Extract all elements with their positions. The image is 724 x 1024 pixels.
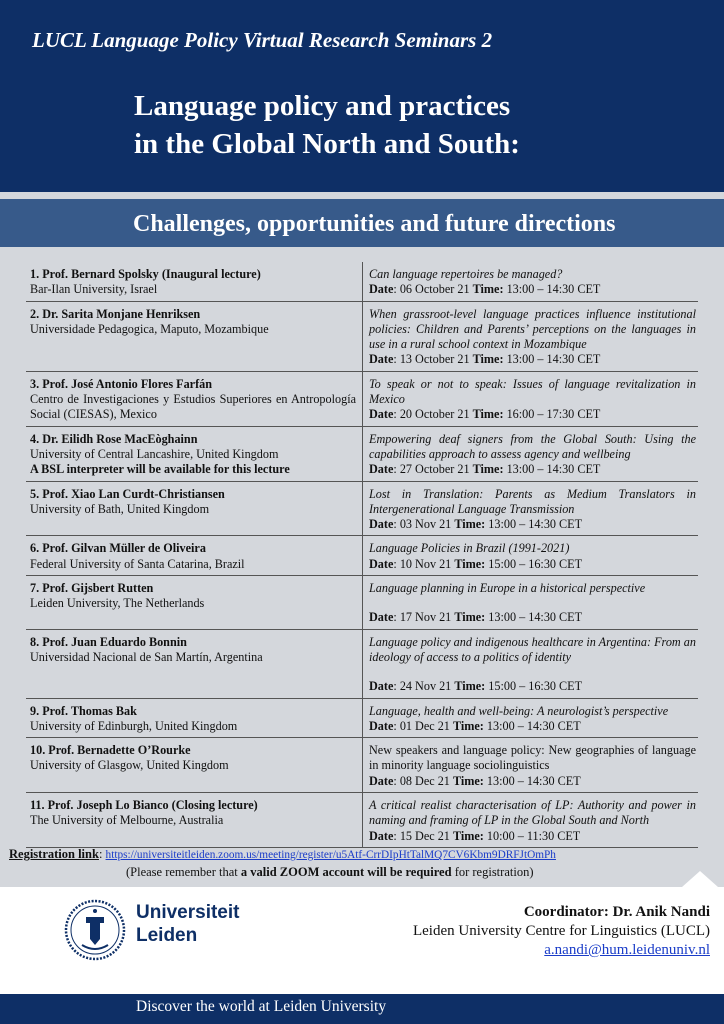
registration-link[interactable]: https://universiteitleiden.zoom.us/meeting/register/u5Atf-CrrDIpHtTalMQ7CV6Kbm9DRFJtOmPh: [105, 849, 556, 861]
seminar-row: [26, 699, 698, 739]
seminar-speaker-cell: [26, 427, 362, 481]
registration-note: [9, 864, 719, 881]
talk-date: 01 Dec 21: [399, 718, 450, 733]
note-text-bold: a valid ZOOM account will be required: [240, 865, 452, 879]
talk-time: 13:00 – 14:30 CET: [488, 517, 583, 532]
talk-date: 15 Dec 21: [399, 828, 450, 843]
speaker-affiliation: Centro de Investigaciones y Estudios Superiores en Antropología Social (CIESAS), Mexico: [30, 392, 356, 422]
subtitle-bar: [0, 199, 724, 247]
seminar-row: [26, 738, 698, 793]
time-label: Time:: [454, 517, 486, 532]
seminar-details-cell: [362, 302, 698, 371]
seminar-speaker-cell: [26, 699, 362, 738]
registration-section: Registration link: https://universiteitleiden.zoom.us/meeting/register/u5Atf-CrrDIpHtTalMQ7CV6Kbm9DRFJtOmPh (Please remember that a valid ZOOM account will be required for registration): [9, 846, 719, 881]
title-line-1: Language policy and practices: [134, 90, 511, 122]
talk-schedule: Date: 08 Dec 21 Time: 13:00 – 14:30 CET: [369, 773, 581, 788]
seminar-speaker-cell: [26, 262, 362, 301]
talk-schedule: Date: 06 October 21 Time: 13:00 – 14:30 CET: [369, 282, 601, 297]
talk-title: When grassroot-level language practices influence institutional policies: Children and Parents’ perceptions on the languages in use in a rural school context in Mozambique: [369, 306, 696, 352]
row-spacer: [369, 596, 696, 610]
logo-line-2: Leiden: [136, 925, 198, 946]
talk-title: Empowering deaf signers from the Global South: Using the capabilities approach to assess agency and wellbeing: [369, 431, 696, 461]
panel-notch: [682, 871, 718, 887]
talk-title: Language planning in Europe in a historical perspective: [369, 581, 646, 596]
date-label: Date: [369, 610, 394, 625]
note-text-pre: (Please remember that: [126, 865, 241, 879]
speaker-name: 8. Prof. Juan Eduardo Bonnin: [30, 634, 187, 649]
talk-schedule: Date: 13 October 21 Time: 13:00 – 14:30 CET: [369, 352, 601, 367]
talk-schedule: Date: 10 Nov 21 Time: 15:00 – 16:30 CET: [369, 556, 583, 571]
seminar-row: [26, 630, 698, 699]
speaker-affiliation: University of Edinburgh, United Kingdom: [30, 718, 238, 733]
seminar-details-cell: [362, 576, 698, 629]
speaker-name: 5. Prof. Xiao Lan Curdt-Christiansen: [30, 486, 225, 501]
seminar-row: [26, 262, 698, 302]
talk-title: New speakers and language policy: New geographies of language in minority language sociolinguistics: [369, 743, 696, 773]
talk-time: 13:00 – 14:30 CET: [506, 352, 601, 367]
time-label: Time:: [472, 462, 504, 477]
date-label: Date: [369, 352, 394, 367]
time-label: Time:: [454, 610, 486, 625]
date-label: Date: [369, 282, 394, 297]
seminar-speaker-cell: [26, 372, 362, 426]
talk-title: A critical realist characterisation of LP: Authority and power in naming and framing of LP in the Global South and North: [369, 798, 696, 828]
talk-schedule: Date: 27 October 21 Time: 13:00 – 14:30 CET: [369, 462, 601, 477]
talk-schedule: Date: 03 Nov 21 Time: 13:00 – 14:30 CET: [369, 517, 583, 532]
speaker-name: 2. Dr. Sarita Monjane Henriksen: [30, 306, 201, 321]
seminar-details-cell: [362, 536, 698, 575]
speaker-affiliation: Universidad Nacional de San Martín, Argentina: [30, 649, 263, 664]
series-title: LUCL Language Policy Virtual Research Seminars 2: [32, 28, 493, 52]
speaker-affiliation: University of Central Lancashire, United Kingdom: [30, 446, 279, 461]
note-text-post: for registration): [451, 865, 534, 879]
seminar-row: [26, 427, 698, 482]
university-logo: [136, 901, 239, 947]
speaker-name: 9. Prof. Thomas Bak: [30, 703, 137, 718]
seminar-speaker-cell: [26, 738, 362, 792]
seminar-speaker-cell: [26, 576, 362, 629]
seminar-details-cell: [362, 738, 698, 792]
talk-time: 15:00 – 16:30 CET: [488, 556, 583, 571]
row-spacer: [369, 665, 696, 679]
talk-title: Language Policies in Brazil (1991-2021): [369, 541, 570, 556]
talk-title: Can language repertoires be managed?: [369, 267, 563, 281]
talk-schedule: Date: 24 Nov 21 Time: 15:00 – 16:30 CET: [369, 679, 583, 694]
talk-schedule: Date: 20 October 21 Time: 16:00 – 17:30 CET: [369, 407, 601, 422]
talk-time: 13:00 – 14:30 CET: [506, 462, 601, 477]
seminar-speaker-cell: [26, 302, 362, 371]
speaker-name: 6. Prof. Gilvan Müller de Oliveira: [30, 541, 206, 556]
speaker-name: 1. Prof. Bernard Spolsky (Inaugural lecture): [30, 267, 261, 281]
talk-date: 17 Nov 21: [399, 610, 452, 625]
speaker-name: 11. Prof. Joseph Lo Bianco (Closing lecture): [30, 798, 258, 813]
bottom-panel: [0, 887, 724, 994]
talk-date: 27 October 21: [399, 462, 470, 477]
seminar-row: [26, 302, 698, 372]
seminar-details-cell: [362, 482, 698, 536]
talk-title: Lost in Translation: Parents as Medium Translators in Intergenerational Language Transmission: [369, 486, 696, 516]
talk-date: 08 Dec 21: [399, 773, 450, 788]
talk-date: 13 October 21: [399, 352, 470, 367]
talk-date: 06 October 21: [399, 282, 470, 297]
speaker-affiliation: Leiden University, The Netherlands: [30, 596, 205, 611]
seminar-row: [26, 536, 698, 576]
seminar-speaker-cell: [26, 482, 362, 536]
seminar-speaker-cell: [26, 630, 362, 698]
seminar-details-cell: [362, 699, 698, 738]
registration-label: Registration link: [9, 847, 99, 861]
date-label: Date: [369, 679, 394, 694]
page-title: [134, 87, 520, 163]
interpreter-note: A BSL interpreter will be available for this lecture: [30, 462, 290, 477]
coordinator-info: [413, 903, 710, 960]
talk-schedule: Date: 17 Nov 21 Time: 13:00 – 14:30 CET: [369, 610, 583, 625]
date-label: Date: [369, 462, 394, 477]
time-label: Time:: [452, 773, 484, 788]
seminar-speaker-cell: [26, 793, 362, 847]
talk-time: 13:00 – 14:30 CET: [486, 718, 581, 733]
talk-title: Language policy and indigenous healthcare in Argentina: From an ideology of access to a politics of identity: [369, 634, 696, 664]
logo-line-1: Universiteit: [136, 902, 240, 923]
talk-title: To speak or not to speak: Issues of language revitalization in Mexico: [369, 376, 696, 407]
talk-schedule: Date: 15 Dec 21 Time: 10:00 – 11:30 CET: [369, 828, 581, 843]
seminar-details-cell: [362, 630, 698, 698]
seminar-row: [26, 482, 698, 537]
seminar-details-cell: [362, 793, 698, 847]
time-label: Time:: [472, 407, 504, 422]
speaker-affiliation: The University of Melbourne, Australia: [30, 813, 224, 828]
talk-date: 03 Nov 21: [399, 517, 452, 532]
speaker-affiliation: University of Bath, United Kingdom: [30, 501, 210, 516]
university-seal-icon: [64, 899, 126, 961]
speaker-name: 10. Prof. Bernadette O’Rourke: [30, 743, 191, 758]
date-label: Date: [369, 556, 394, 571]
talk-schedule: Date: 01 Dec 21 Time: 13:00 – 14:30 CET: [369, 718, 581, 733]
coordinator-organization: Leiden University Centre for Linguistics (LUCL): [412, 923, 710, 939]
seminar-row: [26, 576, 698, 630]
date-label: Date: [369, 407, 394, 422]
talk-time: 16:00 – 17:30 CET: [506, 407, 601, 422]
title-line-2: in the Global North and South:: [134, 128, 520, 160]
talk-time: 10:00 – 11:30 CET: [486, 828, 581, 843]
time-label: Time:: [452, 718, 484, 733]
date-label: Date: [369, 773, 394, 788]
coordinator-email-link[interactable]: a.nandi@hum.leidenuniv.nl: [544, 942, 710, 958]
footer-bar: [0, 994, 724, 1024]
time-label: Time:: [472, 352, 504, 367]
speaker-name: 4. Dr. Eilidh Rose MacEòghainn: [30, 431, 198, 446]
header-banner: [0, 0, 724, 192]
seminar-details-cell: [362, 262, 698, 301]
speaker-affiliation: University of Glasgow, United Kingdom: [30, 758, 229, 773]
talk-time: 13:00 – 14:30 CET: [488, 610, 583, 625]
speaker-name: 7. Prof. Gijsbert Rutten: [30, 581, 154, 596]
date-label: Date: [369, 828, 394, 843]
talk-time: 15:00 – 16:30 CET: [488, 679, 583, 694]
time-label: Time:: [472, 282, 504, 297]
talk-date: 10 Nov 21: [399, 556, 452, 571]
speaker-affiliation: Universidade Pedagogica, Maputo, Mozambique: [30, 321, 269, 336]
seminar-details-cell: [362, 427, 698, 481]
footer-tagline: Discover the world at Leiden University: [136, 998, 387, 1015]
talk-date: 20 October 21: [399, 407, 470, 422]
coordinator-name: Coordinator: Dr. Anik Nandi: [523, 904, 710, 920]
speaker-affiliation: Bar-Ilan University, Israel: [30, 282, 158, 297]
time-label: Time:: [454, 556, 486, 571]
talk-time: 13:00 – 14:30 CET: [486, 773, 581, 788]
date-label: Date: [369, 718, 394, 733]
seminar-details-cell: [362, 372, 698, 426]
date-label: Date: [369, 517, 394, 532]
subtitle: Challenges, opportunities and future directions: [133, 211, 616, 237]
seminar-speaker-cell: [26, 536, 362, 575]
talk-date: 24 Nov 21: [399, 679, 452, 694]
seminar-row: [26, 793, 698, 848]
speaker-name: 3. Prof. José Antonio Flores Farfán: [30, 376, 213, 391]
seminar-row: [26, 372, 698, 427]
talk-title: Language, health and well-being: A neurologist’s perspective: [369, 703, 669, 718]
seminar-schedule: [26, 262, 698, 848]
speaker-affiliation: Federal University of Santa Catarina, Brazil: [30, 556, 245, 571]
talk-time: 13:00 – 14:30 CET: [506, 282, 601, 297]
time-label: Time:: [454, 679, 486, 694]
time-label: Time:: [452, 828, 484, 843]
